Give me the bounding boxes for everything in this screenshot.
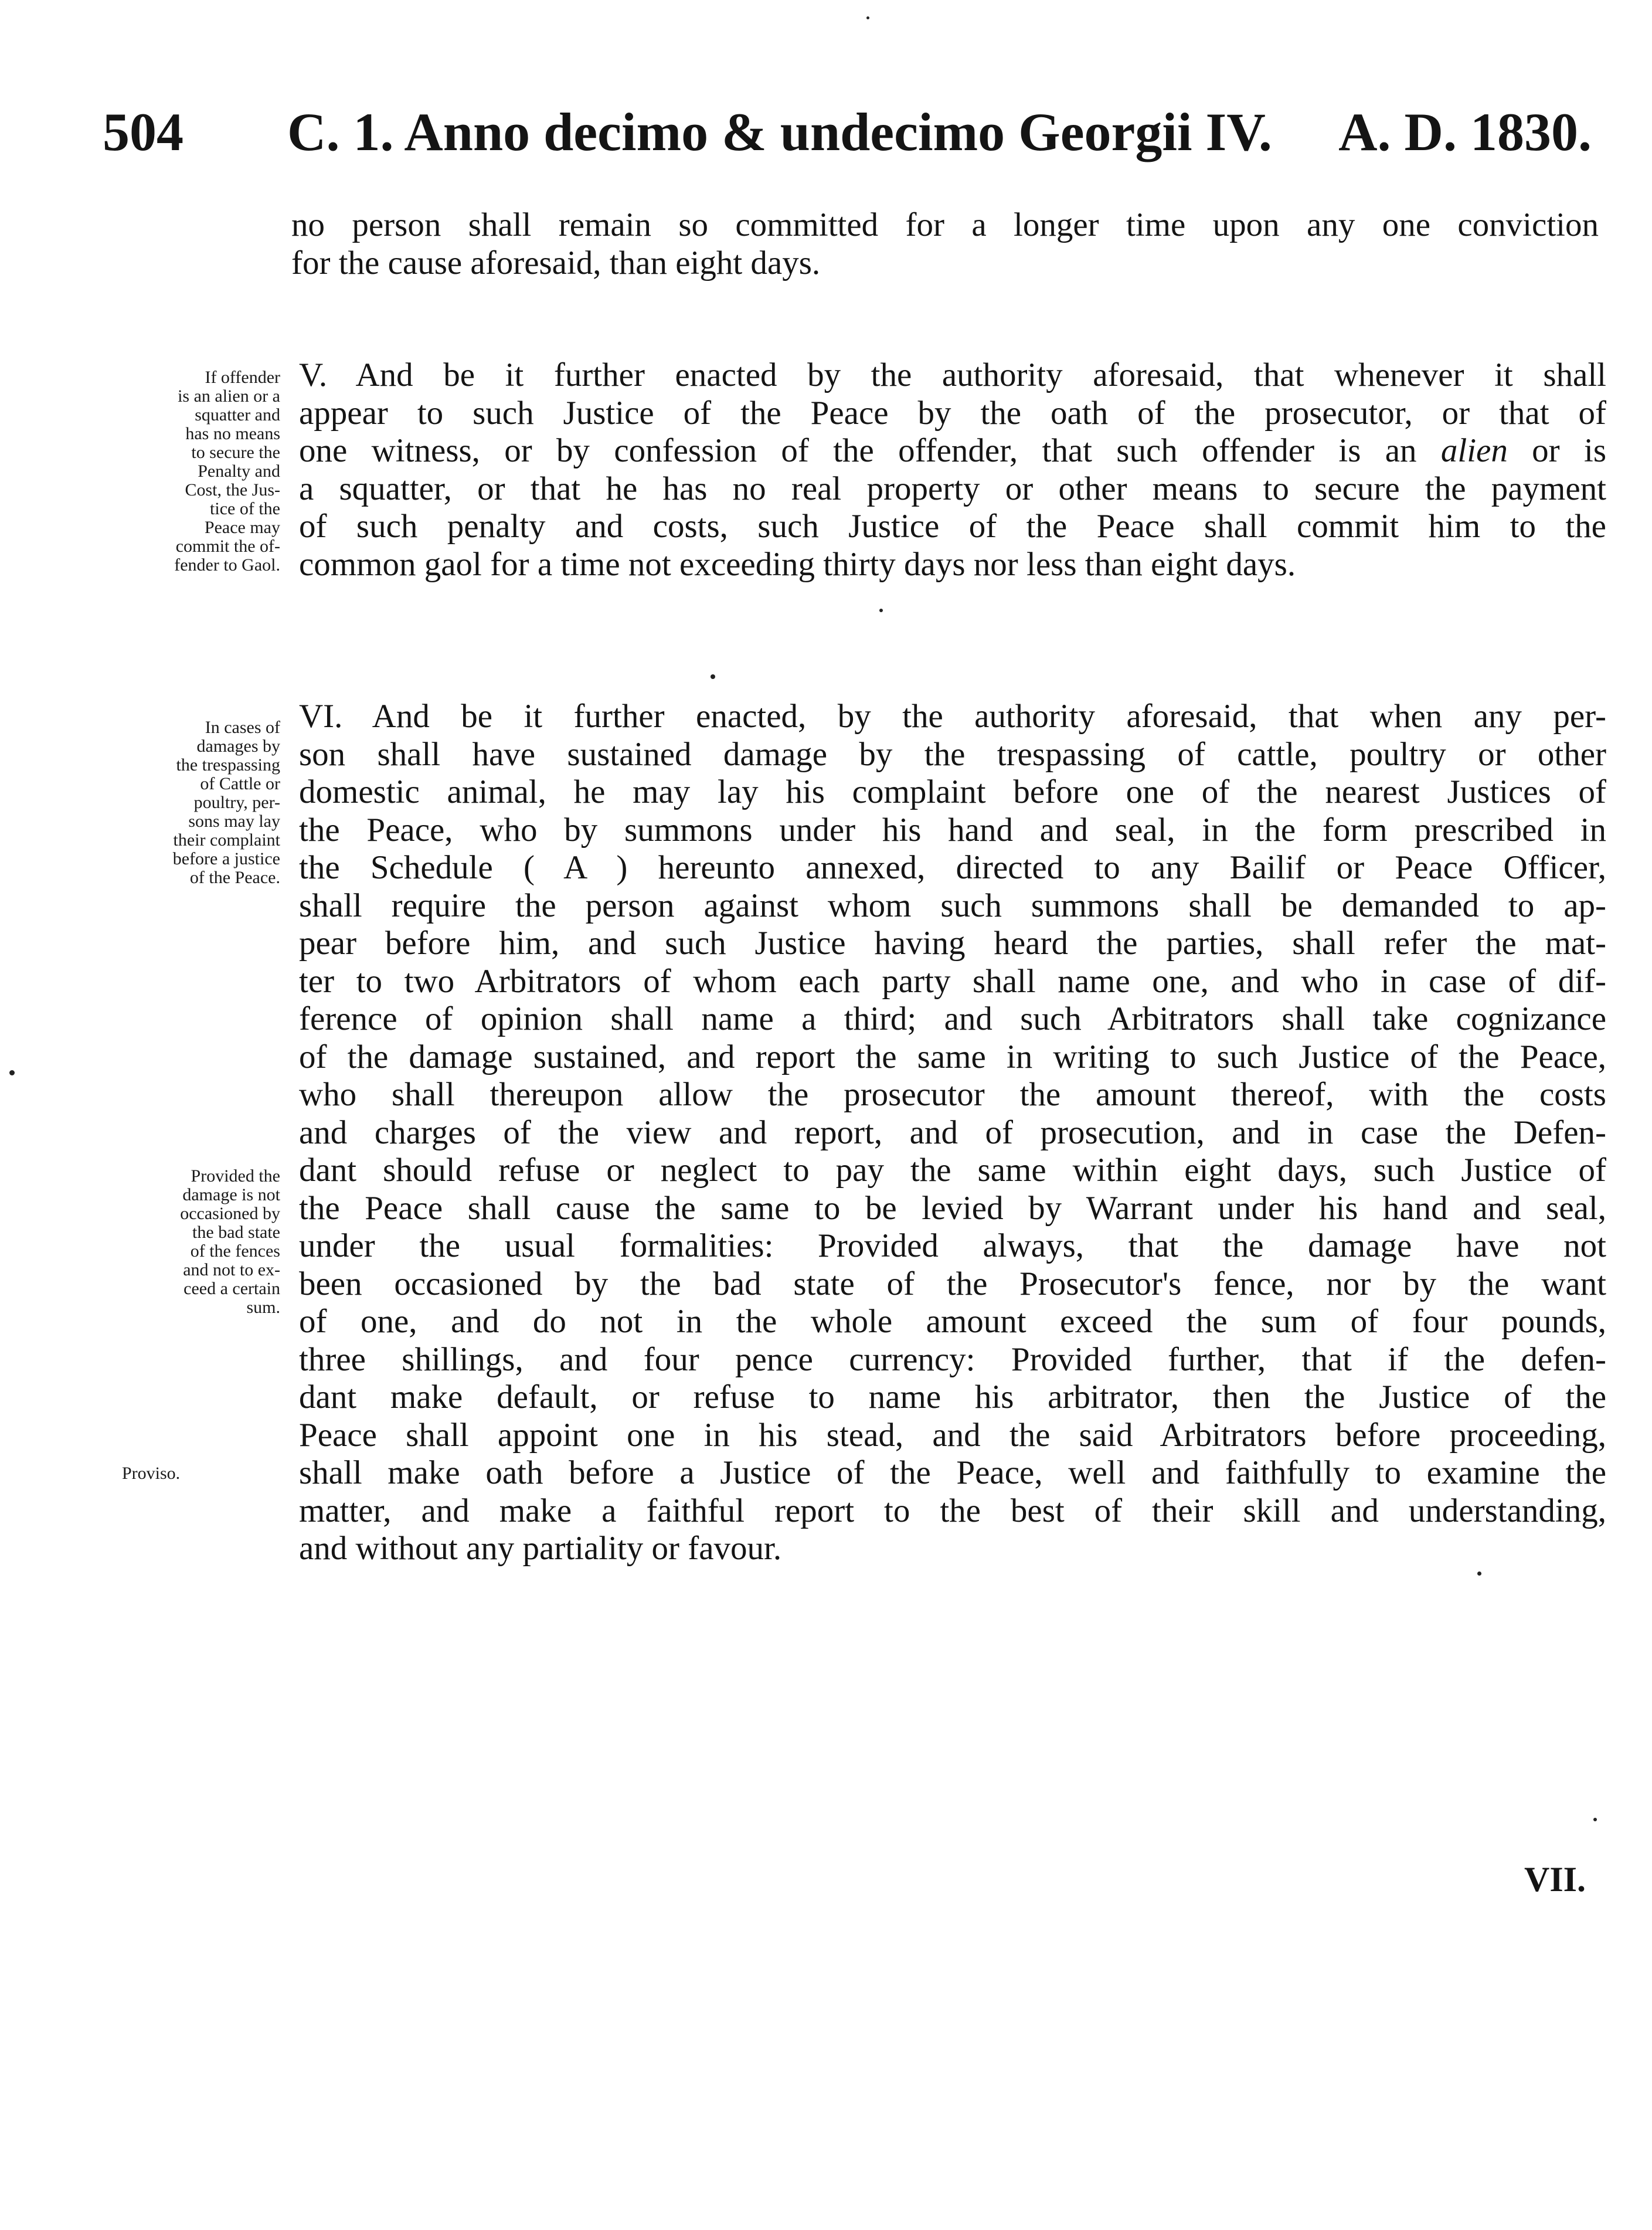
margin-note-proviso [122,1464,298,1483]
margin-note-line: sons may lay [188,812,280,831]
scan-speck [866,16,869,19]
margin-note-line: of the fences [190,1241,280,1261]
section-vi-paragraph [299,698,1606,1568]
text-line: son shall have sustained damage by the trespassing of cattle, poultry or other [299,735,1606,773]
text-line: Peace shall appoint one in his stead, and the said Arbitrators before proceeding, [299,1416,1606,1454]
text-line: matter, and make a faithful report to the best of their skill and understanding, [299,1492,1606,1529]
text-line: VI. And be it further enacted, by the authority aforesaid, that when any per- [299,698,1606,735]
margin-note-line: commit the of- [175,537,280,556]
page-header [103,94,1592,170]
margin-note-damages-complaint [104,718,280,887]
text-line: and without any partiality or favour. [299,1530,782,1567]
text-line: shall require the person against whom such summons shall be demanded to ap- [299,887,1606,924]
text-line: and charges of the view and report, and of prosecution, and in case the Defen- [299,1114,1606,1151]
scan-speck [9,1070,15,1075]
margin-note-line: has no means [185,424,280,443]
scan-speck [1477,1571,1481,1576]
text-line: dant make default, or refuse to name his arbitrator, then the Justice of the [299,1379,1606,1416]
margin-note-line: Provided the [191,1166,280,1186]
margin-note-line: Cost, the Jus- [185,480,280,500]
text-line: shall make oath before a Justice of the Peace, well and faithfully to examine the [299,1454,1606,1491]
text-line: under the usual formalities: Provided always, that the damage have not [299,1227,1606,1264]
text-line: who shall thereupon allow the prosecutor the amount thereof, with the costs [299,1076,1606,1113]
margin-note-line: ceed a certain [183,1279,280,1298]
scan-speck [879,609,883,612]
text-line: of one, and do not in the whole amount exceed the sum of four pounds, [299,1303,1606,1340]
margin-note-alien-squatter [104,368,280,575]
margin-note-line: Penalty and [198,461,280,481]
emphasis-alien: alien [1440,432,1508,469]
margin-note-line: In cases of [205,718,280,737]
margin-note-provided [104,1167,280,1317]
text-line: three shillings, and four pence currency: Provided further, that if the defen- [299,1340,1606,1378]
text-line: pear before him, and such Justice having heard the parties, shall refer the mat- [299,925,1606,962]
margin-note-line: damages by [196,736,280,756]
page-number: 504 [103,102,183,162]
text-line: no person shall remain so committed for a longer time upon any one conviction [291,206,1599,243]
text-line: for the cause aforesaid, than eight days. [291,244,821,281]
text-line: ference of opinion shall name a third; and such Arbitrators shall take cognizance [299,1000,1606,1037]
text-line: domestic animal, he may lay his complaint before one of the nearest Justices of [299,773,1606,810]
text-line: the Schedule ( A ) hereunto annexed, directed to any Bailif or Peace Officer, [299,849,1606,886]
text-line: appear to such Justice of the Peace by the oath of the prosecutor, or that of [299,394,1606,432]
margin-note-line: to secure the [191,443,280,462]
scan-speck [1593,1818,1597,1821]
text-line: V. And be it further enacted by the authority aforesaid, that whenever it shall [299,357,1606,393]
continuation-paragraph [291,206,1599,282]
margin-note-line: the bad state [192,1223,280,1242]
scan-speck [711,674,715,679]
margin-note-line: of Cattle or [200,774,280,793]
text-line: the Peace shall cause the same to be levied by Warrant under his hand and seal, [299,1189,1606,1227]
text-line: the Peace, who by summons under his hand and seal, in the form prescribed in [299,811,1606,848]
margin-note-line: of the Peace. [189,868,280,887]
text-line: dant should refuse or neglect to pay the same within eight days, such Justice of [299,1152,1606,1189]
text-line: ter to two Arbitrators of whom each party shall name one, and who in case of dif- [299,962,1606,1000]
catchword: VII. [1524,1860,1586,1899]
margin-note-line: squatter and [195,405,280,425]
margin-note-line: poultry, per- [193,793,280,812]
section-v-paragraph [299,357,1606,583]
margin-note-line: damage is not [182,1185,280,1204]
header-year: A. D. 1830. [1338,102,1592,162]
margin-note-line: fender to Gaol. [174,555,280,575]
margin-note-line: before a justice [172,849,280,868]
text-line: common gaol for a time not exceeding thirty days nor less than eight days. [299,545,1296,583]
margin-note-line: and not to ex- [183,1260,280,1279]
margin-note-line: the trespassing [176,755,280,775]
text-line: a squatter, or that he has no real property or other means to secure the payment [299,470,1606,507]
margin-note-line: occasioned by [180,1204,280,1223]
text-line: of the damage sustained, and report the same in writing to such Justice of the Peace, [299,1038,1606,1075]
text-line: been occasioned by the bad state of the Prosecutor's fence, nor by the want [299,1265,1606,1302]
margin-note-line: sum. [246,1298,280,1317]
margin-note-line: their complaint [173,830,280,850]
text-line: of such penalty and costs, such Justice of the Peace shall commit him to the [299,508,1606,545]
margin-note-line: Proviso. [122,1464,181,1483]
margin-note-line: is an alien or a [178,386,280,406]
margin-note-line: Peace may [204,518,280,537]
running-title: C. 1. Anno decimo & undecimo Georgii IV. [287,102,1272,162]
text-line: one witness, or by confession of the offender, that such offender is an alien or is [299,432,1606,469]
margin-note-line: If offender [205,368,280,387]
margin-note-line: tice of the [210,499,280,518]
